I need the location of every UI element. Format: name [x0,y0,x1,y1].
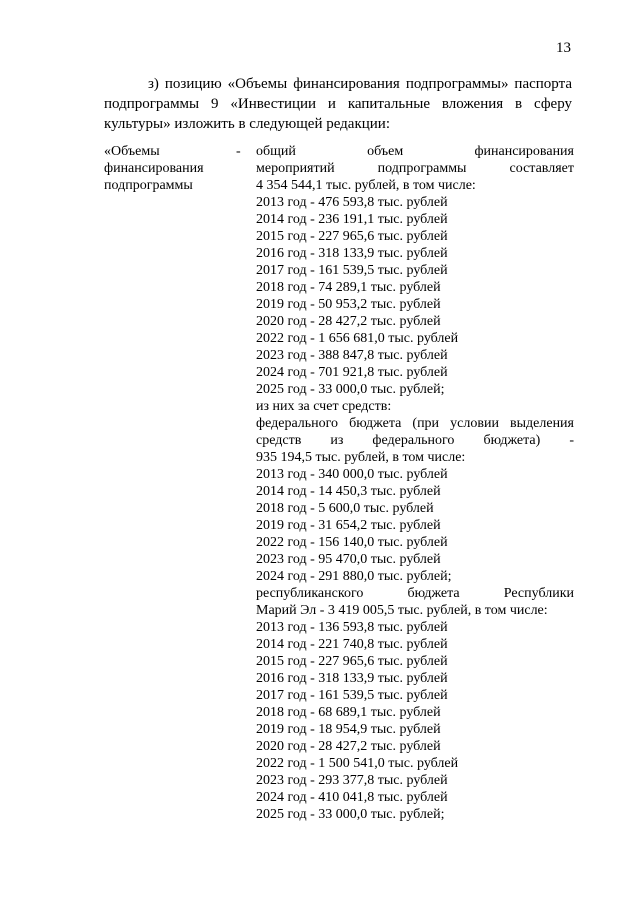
republic-funding-line: 2023 год - 293 377,8 тыс. рублей [256,773,448,788]
funding-line: 2018 год - 74 289,1 тыс. рублей [256,280,441,295]
separator-dash: - [236,144,241,159]
republic-heading-line: республиканского бюджета Республики [256,586,574,601]
federal-heading-line: средств из федерального бюджета) - [256,433,574,448]
federal-funding-line: 935 194,5 тыс. рублей, в том числе: [256,450,466,465]
federal-funding-line: 2023 год - 95 470,0 тыс. рублей [256,552,441,567]
funding-line: 2017 год - 161 539,5 тыс. рублей [256,263,448,278]
funding-line: 2023 год - 388 847,8 тыс. рублей [256,348,448,363]
funding-line: 2022 год - 1 656 681,0 тыс. рублей [256,331,459,346]
republic-funding-line: 2016 год - 318 133,9 тыс. рублей [256,671,448,686]
republic-funding-line: 2017 год - 161 539,5 тыс. рублей [256,688,448,703]
republic-funding-line: 2020 год - 28 427,2 тыс. рублей [256,739,441,754]
republic-funding-line: 2022 год - 1 500 541,0 тыс. рублей [256,756,459,771]
federal-funding-line: 2013 год - 340 000,0 тыс. рублей [256,467,448,482]
position-label-line: подпрограммы [104,178,193,193]
republic-funding-line: 2024 год - 410 041,8 тыс. рублей [256,790,448,805]
funding-line: 2025 год - 33 000,0 тыс. рублей; [256,382,445,397]
funding-line: 2014 год - 236 191,1 тыс. рублей [256,212,448,227]
intro-text: з) позицию «Объемы финансирования подпрограммы» паспорта подпрограммы 9 «Инвестиции и капитальные вложения в сферу культуры» изложить в следующей редакции: [104,76,572,132]
funding-line: 2015 год - 227 965,6 тыс. рублей [256,229,448,244]
federal-funding-line: 2024 год - 291 880,0 тыс. рублей; [256,569,452,584]
funding-details [256,143,574,823]
total-breakdown [256,177,574,415]
republic-funding-line: 2013 год - 136 593,8 тыс. рублей [256,620,448,635]
federal-breakdown [256,449,574,585]
total-heading-line: мероприятий подпрограммы составляет [256,161,574,176]
funding-line: 4 354 544,1 тыс. рублей, в том числе: [256,178,476,193]
republic-funding-line: 2018 год - 68 689,1 тыс. рублей [256,705,441,720]
position-label-line: «Объемы [104,144,160,159]
total-heading-line: общий объем финансирования [256,144,574,159]
federal-heading-line: федерального бюджета (при условии выделения [256,416,574,431]
republic-funding-line: 2025 год - 33 000,0 тыс. рублей; [256,807,445,822]
republic-funding-line: 2019 год - 18 954,9 тыс. рублей [256,722,441,737]
funding-line: 2020 год - 28 427,2 тыс. рублей [256,314,441,329]
funding-line: 2013 год - 476 593,8 тыс. рублей [256,195,448,210]
funding-line: 2019 год - 50 953,2 тыс. рублей [256,297,441,312]
funding-line: 2024 год - 701 921,8 тыс. рублей [256,365,448,380]
republic-breakdown [256,602,574,823]
position-label-line: финансирования [104,161,204,176]
republic-funding-line: 2015 год - 227 965,6 тыс. рублей [256,654,448,669]
republic-funding-line: 2014 год - 221 740,8 тыс. рублей [256,637,448,652]
republic-funding-line: Марий Эл - 3 419 005,5 тыс. рублей, в том числе: [256,603,548,618]
federal-funding-line: 2019 год - 31 654,2 тыс. рублей [256,518,441,533]
federal-funding-line: 2022 год - 156 140,0 тыс. рублей [256,535,448,550]
page-number: 13 [556,40,571,56]
funding-line: 2016 год - 318 133,9 тыс. рублей [256,246,448,261]
federal-funding-line: 2018 год - 5 600,0 тыс. рублей [256,501,434,516]
funding-line: из них за счет средств: [256,399,392,414]
federal-funding-line: 2014 год - 14 450,3 тыс. рублей [256,484,441,499]
position-label [104,143,239,194]
intro-paragraph [104,74,572,134]
